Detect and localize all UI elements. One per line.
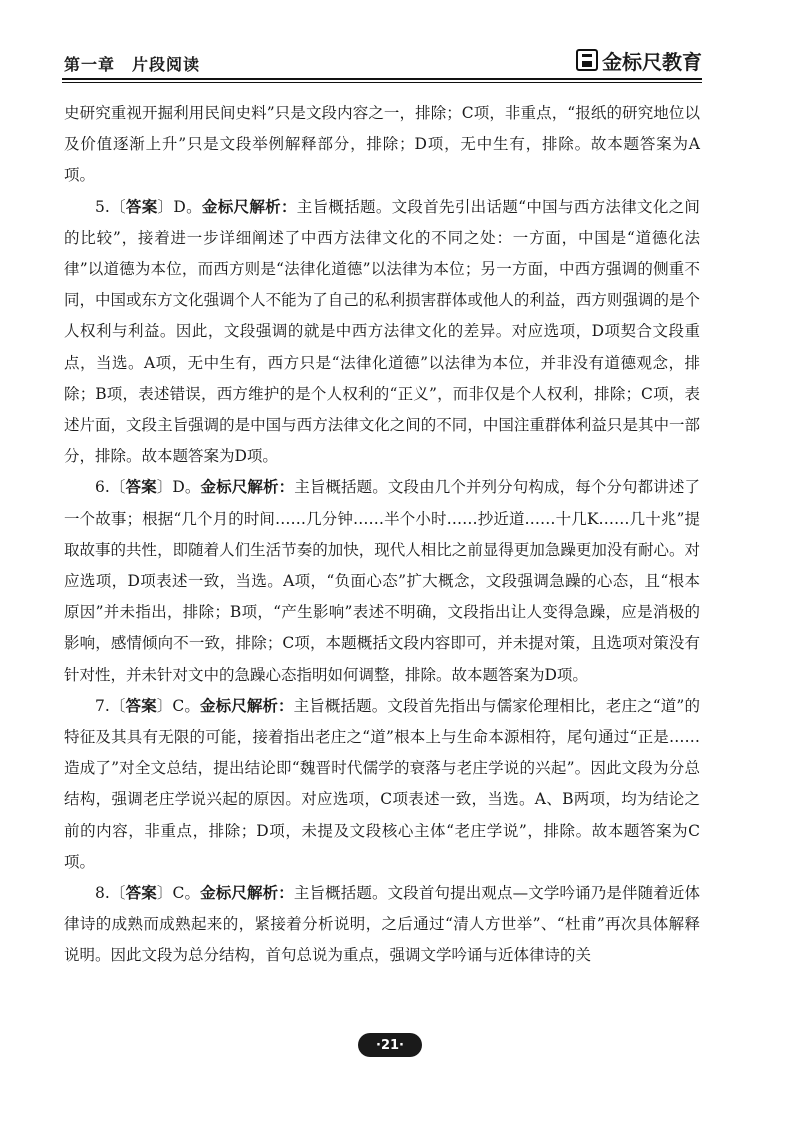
page-body bbox=[64, 98, 700, 972]
logo-text: 金标尺教育 bbox=[602, 49, 702, 74]
item-number: 5. bbox=[95, 197, 110, 216]
analysis-label: 金标尺解析： bbox=[201, 197, 297, 216]
chapter-title: 第一章 片段阅读 bbox=[64, 55, 201, 74]
item-number: 7. bbox=[95, 696, 110, 715]
answer-label: 答案 bbox=[125, 884, 157, 903]
analysis-label: 金标尺解析： bbox=[200, 478, 295, 497]
item-number: 6. bbox=[95, 478, 110, 497]
answer-item-5: 5.〔答案〕D。金标尺解析：主旨概括题。文段首先引出话题“中国与西方法律文化之间的比较”，接着进一步详细阐述了中西方法律文化的不同之处：一方面，中国是“道德化法律”以道德为本位，而西方则是“法律化道德”以法律为本位；另一方面，中西方强调的侧重不同，中国或东方文化强调个人不能为了自己的私利损害群体或他人的利益，西方则强调的是个人权利与利益。因此，文段强调的就是中西方法律文化的差异。对应选项，D项契合文段重点，当选。A项，无中生有，西方只是“法律化道德”以法律为本位，并非没有道德观念，排除；B项，表述错误，西方维护的是个人权利的“正义”，而非仅是个人权利，排除；C项，表述片面，文段主旨强调的是中国与西方法律文化之间的不同，中国注重群体利益只是其中一部分，排除。故本题答案为D项。 bbox=[64, 197, 700, 466]
logo-icon bbox=[576, 49, 598, 71]
answer-value: C。 bbox=[172, 696, 200, 715]
answer-item-6: 6.〔答案〕D。金标尺解析：主旨概括题。文段由几个并列分句构成，每个分句都讲述了一个故事；根据“几个月的时间……几分钟……半个小时……抄近道……十几K……几十兆”提取故事的共性，即随着人们生活节奏的加快，现代人相比之前显得更加急躁更加没有耐心。对应选项，D项表述一致，当选。A项，“负面心态”扩大概念，文段强调急躁的心态，且“根本原因”并未指出，排除；B项，“产生影响”表述不明确，文段指出让人变得急躁，应是消极的影响，感情倾向不一致，排除；C项，本题概括文段内容即可，并未提对策，且选项对策没有针对性，并未针对文中的急躁心态指明如何调整，排除。故本题答案为D项。 bbox=[64, 478, 700, 684]
answer-label: 答案 bbox=[125, 197, 158, 216]
answer-item-7: 7.〔答案〕C。金标尺解析：主旨概括题。文段首先指出与儒家伦理相比，老庄之“道”的特征及其具有无限的可能，接着指出老庄之“道”根本上与生命本源相符，尾句通过“正是……造成了”对全文总结，提出结论即“魏晋时代儒学的衰落与老庄学说的兴起”。因此文段为分总结构，强调老庄学说兴起的原因。对应选项，C项表述一致，当选。A、B两项，均为结论之前的内容，非重点，排除；D项，未提及文段核心主体“老庄学说”，排除。故本题答案为C项。 bbox=[64, 696, 700, 871]
publisher-logo bbox=[576, 47, 702, 73]
analysis-text: 主旨概括题。文段首句提出观点—文学吟诵乃是伴随着近体律诗的成熟而成熟起来的，紧接着分析说明，之后通过“清人方世举”、“杜甫”再次具体解释说明。因此文段为总分结构，首句总说为重点，强调文学吟诵与近体律诗的关 bbox=[64, 884, 700, 965]
page-number: ·21· bbox=[358, 1033, 422, 1057]
header-rule bbox=[62, 78, 702, 80]
answer-value: D。 bbox=[173, 197, 202, 216]
answer-value: C。 bbox=[172, 884, 201, 903]
answer-label: 答案 bbox=[125, 478, 157, 497]
analysis-text: 主旨概括题。文段由几个并列分句构成，每个分句都讲述了一个故事；根据“几个月的时间……几分钟……半个小时……抄近道……十几K……几十兆”提取故事的共性，即随着人们生活节奏的加快，现代人相比之前显得更加急躁更加没有耐心。对应选项，D项表述一致，当选。A项，“负面心态”扩大概念，文段强调急躁的心态，且“根本原因”并未指出，排除；B项，“产生影响”表述不明确，文段指出让人变得急躁，应是消极的影响，感情倾向不一致，排除；C项，本题概括文段内容即可，并未提对策，且选项对策没有针对性，并未针对文中的急躁心态指明如何调整，排除。故本题答案为D项。 bbox=[64, 478, 700, 684]
answer-item-8: 8.〔答案〕C。金标尺解析：主旨概括题。文段首句提出观点—文学吟诵乃是伴随着近体律诗的成熟而成熟起来的，紧接着分析说明，之后通过“清人方世举”、“杜甫”再次具体解释说明。因此文段为总分结构，首句总说为重点，强调文学吟诵与近体律诗的关 bbox=[64, 884, 700, 965]
analysis-text: 主旨概括题。文段首先引出话题“中国与西方法律文化之间的比较”，接着进一步详细阐述了中西方法律文化的不同之处：一方面，中国是“道德化法律”以道德为本位，而西方则是“法律化道德”以法律为本位；另一方面，中西方强调的侧重不同，中国或东方文化强调个人不能为了自己的私利损害群体或他人的利益，西方则强调的是个人权利与利益。因此，文段强调的就是中西方法律文化的差异。对应选项，D项契合文段重点，当选。A项，无中生有，西方只是“法律化道德”以法律为本位，并非没有道德观念，排除；B项，表述错误，西方维护的是个人权利的“正义”，而非仅是个人权利，排除；C项，表述片面，文段主旨强调的是中国与西方法律文化之间的不同，中国注重群体利益只是其中一部分，排除。故本题答案为D项。 bbox=[64, 197, 700, 466]
analysis-text: 主旨概括题。文段首先指出与儒家伦理相比，老庄之“道”的特征及其具有无限的可能，接着指出老庄之“道”根本上与生命本源相符，尾句通过“正是……造成了”对全文总结，提出结论即“魏晋时代儒学的衰落与老庄学说的兴起”。因此文段为分总结构，强调老庄学说兴起的原因。对应选项，C项表述一致，当选。A、B两项，均为结论之前的内容，非重点，排除；D项，未提及文段核心主体“老庄学说”，排除。故本题答案为C项。 bbox=[64, 696, 700, 871]
analysis-label: 金标尺解析： bbox=[200, 884, 294, 903]
answer-label: 答案 bbox=[125, 696, 157, 715]
item-number: 8. bbox=[95, 884, 110, 903]
paragraph-continued: 史研究重视开掘利用民间史料”只是文段内容之一，排除；C项，非重点，“报纸的研究地位以及价值逐渐上升”只是文段举例解释部分，排除；D项，无中生有，排除。故本题答案为A项。 bbox=[64, 104, 700, 185]
page-header bbox=[62, 44, 702, 80]
analysis-label: 金标尺解析： bbox=[199, 696, 294, 715]
header-rule-thin bbox=[62, 82, 702, 83]
answer-value: D。 bbox=[172, 478, 201, 497]
